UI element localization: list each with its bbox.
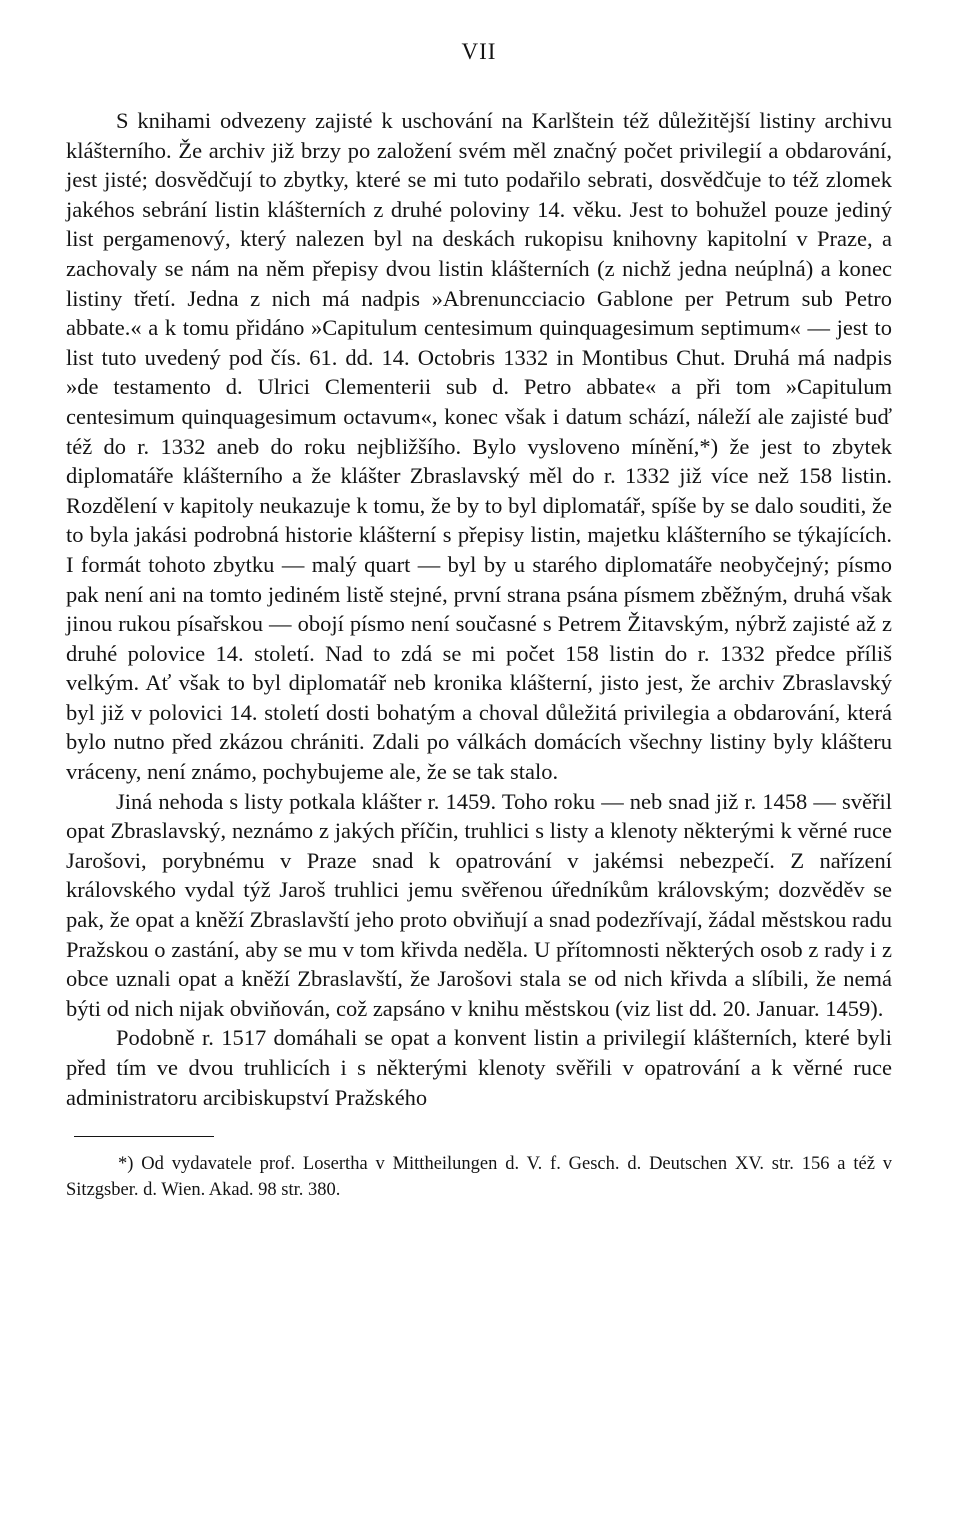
footnote-divider — [74, 1136, 214, 1137]
paragraph-1517-claim: Podobně r. 1517 domáhali se opat a konvent listin a privilegií klášterních, které byli před tím ve dvou truhlicích i s některými klenoty svěřili v opatrování a k věrné ruce administratoru arcibiskupství Pražského — [66, 1025, 892, 1110]
body-text — [66, 106, 892, 1112]
paragraph-chest-incident: Jiná nehoda s listy potkala klášter r. 1459. Toho roku — neb snad již r. 1458 — svěřil opat Zbraslavský, neznámo z jakých příčin, truhlici s listy a klenoty některými k věrné ruce Jarošovi, porybnému v Praze snad k opatrování v jakémsi nebezpečí. Z nařízení královského vydal týž Jaroš truhlici jemu svěřenou úředníkům královským; dozvěděv se pak, že opat a kněží Zbraslavští jeho proto obviňují a snad podezřívají, žádal městskou radu Pražskou o zastání, aby se mu v tom křivda neděla. U přítomnosti některých osob z rady i z obce uznali opat a kněží Zbraslavští, že Jarošovi stala se od nich křivda a slíbili, že nemá býti od nich nijak obviňován, což zapsáno v knihu městskou (viz list dd. 20. Januar. 1459). — [66, 788, 892, 1021]
paragraph-archive-history: S knihami odvezeny zajisté k uschování na Karlštein též důležitější listiny archivu klášterního. Že archiv již brzy po založení svém měl značný počet privilegií a obdarování, jest jisté; dosvědčují to zbytky, které se mi tuto podařilo sebrati, dosvědčuje to též zlomek jakéhos sebrání listin klášterních z druhé poloviny 14. věku. Jest to bohužel pouze jediný list pergamenový, který nalezen byl na deskách rukopisu knihovny kapitolní v Praze, a zachovaly se nám na něm přepisy dvou listin klášterních (z nichž jedna neúplná) a konec listiny třetí. Jedna z nich má nadpis »Abrenuncciacio Gablone per Petrum sub Petro abbate.« a k tomu přidáno »Capitulum centesimum quinquagesimum septimum« — jest to list tuto uvedený pod čís. 61. dd. 14. Octobris 1332 in Montibus Chut. Druhá má nadpis »de testamento d. Ulrici Clementerii sub d. Petro abbate« a při tom »Capitulum centesimum quinquagesimum octavum«, konec však i datum schází, náleží ale zajisté buď též do r. 1332 aneb do roku nejbližšího. Bylo vysloveno mínění,*) že jest to zbytek diplomatáře klášterního a že klášter Zbraslavský měl do r. 1332 již více než 158 listin. Rozdělení v kapitoly neukazuje k tomu, že by to byl diplomatář, spíše by se dalo souditi, že to byla jakási podrobná historie klášterní s přepisy listin, majetku klášterního se týkajících. I formát tohoto zbytku — malý quart — byl by u starého diplomatáře neobyčejný; písmo pak není ani na tomto jediném listě stejné, první strana psána písmem zběžným, druhá však jinou rukou písařskou — obojí písmo není současné s Petrem Žitavským, nýbrž zajisté až z druhé polovice 14. století. Nad to zdá se mi počet 158 listin do r. 1332 předce příliš velkým. Ať však to byl diplomatář neb kronika klášterní, jisto jest, že archiv Zbraslavský byl již v polovici 14. století dosti bohatým a choval důležitá privilegia a obdarování, která bylo nutno před zkázou chrániti. Zdali po válkách domácích všechny listiny byly klášteru vráceny, není známo, pochybujeme ale, že se tak stalo. — [66, 108, 892, 785]
footnote: *) Od vydavatele prof. Losertha v Mittheilungen d. V. f. Gesch. d. Deutschen XV. str. 156 a též v Sitzgsber. d. Wien. Akad. 98 str. 380. — [66, 1154, 892, 1201]
document-page — [66, 38, 892, 1203]
page-number: VII — [461, 39, 497, 64]
